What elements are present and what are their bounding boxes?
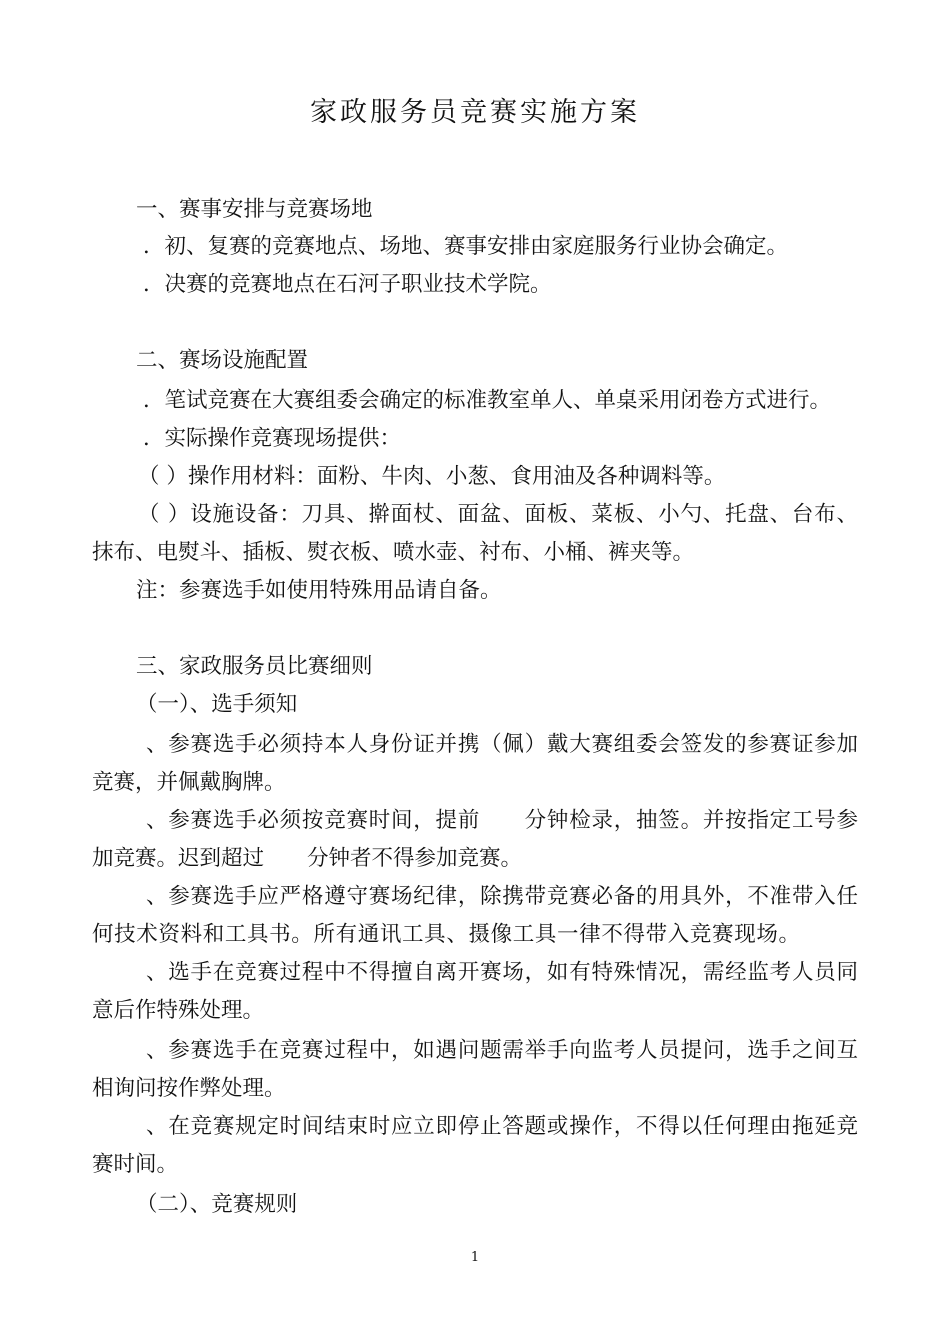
rule-2-line-2: 加竞赛。迟到超过 分钟者不得参加竞赛。 [92,846,523,871]
section2-item-4: （ ）设施设备：刀具、擀面杖、面盆、面板、菜板、小勺、托盘、台布、 [138,502,858,527]
section2-heading: 二、赛场设施配置 [136,348,309,373]
section2-item-3: （ ）操作用材料：面粉、牛肉、小葱、食用油及各种调料等。 [138,464,726,489]
rule-3-line-1: 、参赛选手应严格遵守赛场纪律，除携带竞赛必备的用具外，不准带入任 [146,884,858,909]
rule-4-line-1: 、选手在竞赛过程中不得擅自离开赛场，如有特殊情况，需经监考人员同 [146,960,858,985]
section2-item-2: ．实际操作竞赛现场提供： [143,426,402,451]
section1-heading: 一、赛事安排与竞赛场地 [136,197,373,222]
section3-sub2: （二）、竞赛规则 [136,1192,298,1217]
rule-2-line-1: 、参赛选手必须按竞赛时间，提前 分钟检录，抽签。并按指定工号参 [146,808,858,833]
rule-5-line-1: 、参赛选手在竞赛过程中，如遇问题需举手向监考人员提问，选手之间互 [146,1038,858,1063]
section2-item-4-cont: 抹布、电熨斗、插板、熨衣板、喷水壶、衬布、小桶、裤夹等。 [92,540,695,565]
rule-6-line-1: 、在竞赛规定时间结束时应立即停止答题或操作，不得以任何理由拖延竞 [146,1114,858,1139]
rule-3-line-2: 何技术资料和工具书。所有通讯工具、摄像工具一律不得带入竞赛现场。 [92,922,800,947]
section1-item-2: ．决赛的竞赛地点在石河子职业技术学院。 [143,272,552,297]
section3-heading: 三、家政服务员比赛细则 [136,654,373,679]
section1-item-1: ．初、复赛的竞赛地点、场地、赛事安排由家庭服务行业协会确定。 [143,234,789,259]
rule-1-line-2: 竞赛，并佩戴胸牌。 [92,770,286,795]
document-title: 家政服务员竞赛实施方案 [310,97,640,128]
rule-4-line-2: 意后作特殊处理。 [92,998,265,1023]
rule-5-line-2: 相询问按作弊处理。 [92,1076,286,1101]
section3-sub1: （一）、选手须知 [136,692,298,717]
page-number: 1 [470,1250,480,1265]
section2-note: 注：参赛选手如使用特殊用品请自备。 [136,578,502,603]
rule-1-line-1: 、参赛选手必须持本人身份证并携（佩）戴大赛组委会签发的参赛证参加 [146,732,858,757]
section2-item-1: ．笔试竞赛在大赛组委会确定的标准教室单人、单桌采用闭卷方式进行。 [143,388,832,413]
rule-6-line-2: 赛时间。 [92,1152,179,1177]
